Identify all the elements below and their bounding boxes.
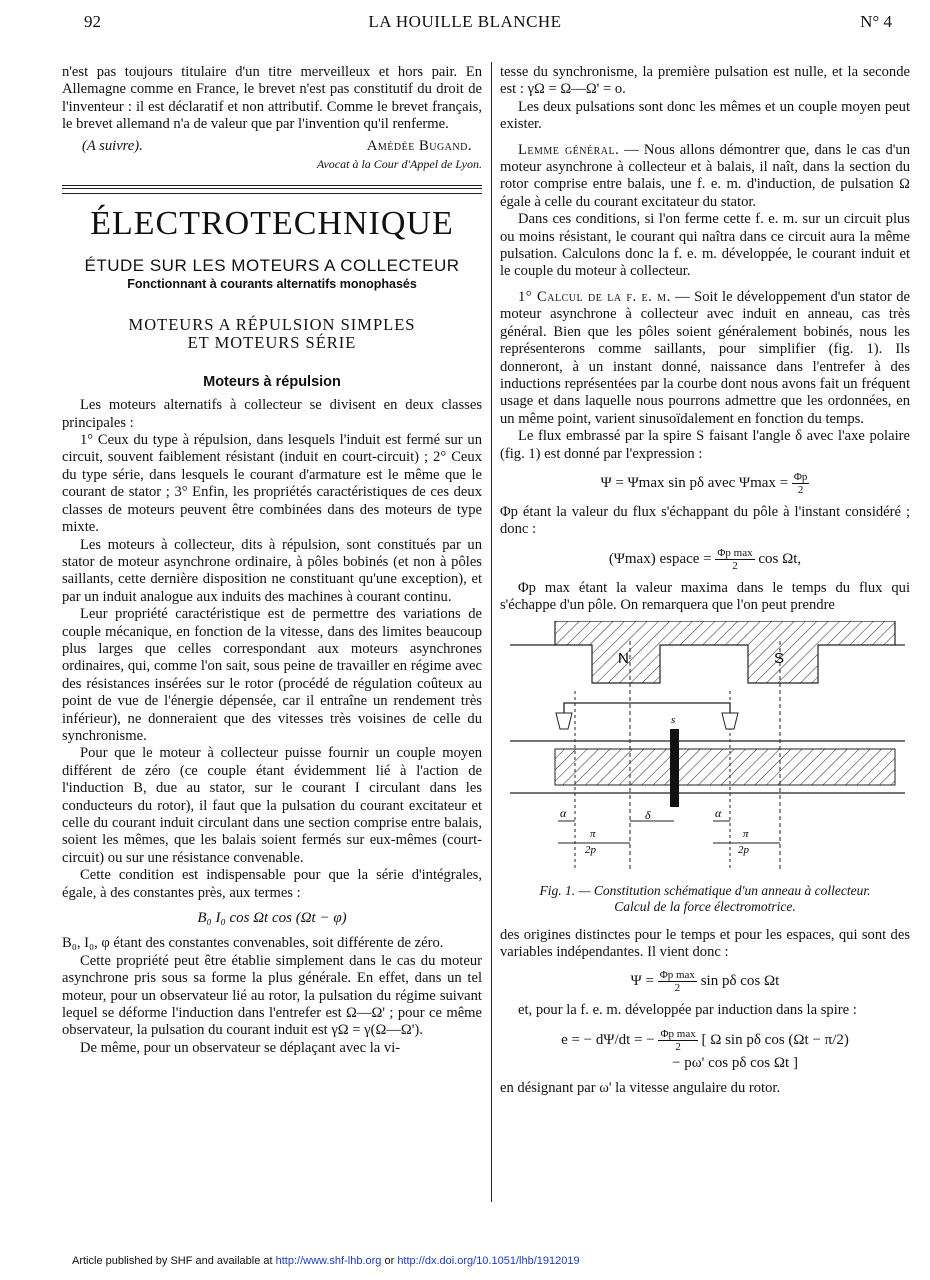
journal-title: LA HOUILLE BLANCHE	[368, 12, 562, 31]
equation-4: e = − dΨ/dt = − $\frac{\text{Φp max}}{2}$ [ Ω sin pδ cos (Ωt − π/2)	[561, 1027, 849, 1053]
author-name: Amédée Bugand.	[366, 137, 472, 154]
paragraph: Cette condition est indispensable pour que la série d'intégrales, égale, à des constantes près, aux termes :	[62, 867, 482, 901]
paragraph: Dans ces conditions, si l'on ferme cette f. e. m. sur un circuit plus ou moins résistant, le courant qui naîtra dans ce circuit aura la même pulsation. Calculons donc la f. e. m. développée, le courant induit et le couple du moteur à collecteur.	[500, 211, 910, 280]
paragraph: Φp max étant la valeur maxima dans le temps du flux qui s'échappe d'un pôle. On remarquera que l'on peut prendre	[500, 579, 910, 614]
pi-label-right-num: π	[743, 827, 749, 840]
pole-n-label: N	[618, 649, 629, 667]
spire-s	[670, 729, 679, 807]
spire-label: s	[671, 713, 676, 726]
lemma-label: Lemme général.	[518, 141, 620, 158]
fraction: $\frac{\Phi p}{2}$	[793, 470, 808, 496]
column-divider	[491, 62, 492, 1202]
paragraph: Les deux pulsations sont donc les mêmes et un couple moyen peut exister.	[500, 98, 910, 133]
footer-link-shf[interactable]: http://www.shf-lhb.org	[275, 1255, 382, 1267]
formula: B₀ I₀ cos Ωt cos (Ωt − φ)	[197, 910, 347, 927]
fraction: $\frac{\text{Φp max}}{2}$	[659, 969, 695, 995]
section-title: ÉLECTROTECHNIQUE	[90, 205, 454, 243]
paragraph	[500, 289, 910, 428]
pi-label-left-den: 2p	[585, 843, 596, 856]
stator-body	[555, 621, 895, 683]
paragraph: Pour que le moteur à collecteur puisse fournir un couple moyen différent de zéro (ce couple étant évidemment lié à l'action de l'induction B, due au stator, sur le courant I circulant dans les conducteurs du rotor), il faut que la pulsation du courant excitateur et celle du courant induit circulant dans une section comprise entre balais, soient les mêmes, que les balais soient fermés sur eux-mêmes (court-circuit) ou sur une résistance convenable.	[62, 745, 482, 866]
issue-number: N° 4	[860, 12, 892, 31]
paragraph: De même, pour un observateur se déplaçant avec la vi-	[80, 1039, 401, 1056]
pi-label-left-num: π	[590, 827, 596, 840]
brush-circuit	[564, 703, 730, 713]
equation-4-cont: − pω' cos pδ cos Ωt ]	[672, 1054, 798, 1071]
pi-label-right-den: 2p	[738, 843, 749, 856]
alpha-label-left: α	[560, 805, 567, 820]
paragraph: tesse du synchronisme, la première pulsation est nulle, et la seconde est : γΩ = Ω—Ω' = o.	[500, 64, 910, 98]
paragraph: Les moteurs à collecteur, dits à répulsion, sont constitués par un stator de moteur asynchrone ordinaire, à pôles bobinés (et non à pôles saillants, cette dernière disposition ne constituant qu'une exception), et par un induit analogue aux induits des machines à courant continu.	[62, 536, 482, 605]
calc-label: 1° Calcul de la f. e. m.	[518, 288, 671, 305]
rotor-ring	[555, 749, 895, 785]
paragraph: et, pour la f. e. m. développée par induction dans la spire :	[518, 1002, 857, 1019]
figure-collector-ring	[500, 621, 910, 879]
author-title: Avocat à la Cour d'Appel de Lyon.	[316, 157, 482, 172]
delta-label: δ	[645, 807, 651, 822]
equation-3: Ψ = $\frac{\text{Φp max}}{2}$ sin pδ cos Ωt	[630, 969, 780, 995]
paragraph: B₀, I₀, φ étant des constantes convenables, soit différente de zéro.	[62, 935, 444, 952]
paragraph	[500, 142, 910, 212]
figure-caption: Fig. 1. — Constitution schématique d'un anneau à collecteur. Calcul de la force électromotrice.	[539, 882, 871, 914]
fraction: $\frac{\text{Φp max}}{2}$	[660, 1027, 696, 1053]
footer-link-doi[interactable]: http://dx.doi.org/10.1051/lhb/1912019	[397, 1255, 580, 1267]
paragraph: Cette propriété peut être établie simplement dans le cas du moteur asynchrone pris sous sa forme la plus générale. En effet, dans un tel moteur, pour un observateur lié au rotor, la pulsation du régime suivant lequel se déforme l'induction dans l'entrefer est Ω—Ω' ; pour ce même observateur, la pulsation du courant induit est γΩ = γ(Ω—Ω').	[62, 952, 482, 1039]
fraction: $\frac{\text{Φp max}}{2}$	[717, 546, 753, 572]
lemma-text: — Nous allons démontrer que, dans le cas d'un moteur asynchrone à collecteur et à balais, il naît, dans la section du rotor comprise entre balais, une f. e. m. d'induction, de pulsation Ω égale à celle du courant excitateur du stator.	[500, 141, 910, 210]
subheading-line-1: MOTEURS A RÉPULSION SIMPLES	[128, 314, 416, 334]
equation-2: (Ψmax) espace = $\frac{\text{Φp max}}{2}$ cos Ωt,	[608, 546, 802, 572]
intro-paragraph: n'est pas toujours titulaire d'un titre merveilleux et hors pair. En Allemagne comme en France, le brevet n'est pas constitutif du droit de l'inventeur : il est déclaratif et non attributif. Comme le brevet français, le brevet allemand n'a de valeur que par l'invention qu'il renferme.	[62, 64, 482, 133]
paragraph: Les moteurs alternatifs à collecteur se divisent en deux classes principales :	[62, 397, 482, 431]
brush-right	[722, 713, 738, 729]
equation-1: Ψ = Ψmax sin pδ avec Ψmax = $\frac{\Phi p}{2}$	[600, 470, 808, 496]
article-title: ÉTUDE SUR LES MOTEURS A COLLECTEUR	[84, 256, 460, 276]
left-column	[62, 64, 482, 1057]
rule	[62, 193, 482, 194]
article-subtitle: Fonctionnant à courants alternatifs monophasés	[127, 277, 417, 292]
page-number: 92	[84, 12, 101, 31]
calc-text: — Soit le développement d'un stator de moteur asynchrone à collecteur avec induit en anneau, cas très général. Bien que les pôles soient généralement bobinés, nous les représenterons comme saillants, pour simplifier (fig. 1). Ils donneront, à un instant donné, naissance dans l'entrefer à des inductions représentées par la courbe dont nous avons fait un fréquent usage et dans laquelle nous pourrons admettre que les ordonnées, en un même point, varient sinusoïdalement en fonction du temps.	[500, 288, 910, 427]
page-header	[0, 8, 930, 36]
paragraph: en désignant par ω' la vitesse angulaire du rotor.	[500, 1080, 781, 1097]
paragraph: Leur propriété caractéristique est de permettre des variations de couple mécanique, en fonction de la vitesse, dans des limites beaucoup plus larges que celles correspondant aux moteurs asynchrones ordinaires, qui, comme l'on sait, sous peine de travailler en régime avec des résistances insérées sur le rotor (procédé de régulation coûteux au point de vue de l'énergie dépensée, car il entraîne un rendement très inférieur), ne donneraient que des vitesses très voisines de celle du synchronisme.	[62, 606, 482, 744]
paragraph: 1° Ceux du type à répulsion, dans lesquels l'induit est fermé sur un circuit, souvent faiblement résistant (induit en court-circuit) ; 2° Ceux du type série, dans lesquels le courant d'armature est le même que le courant de stator ; 3° Enfin, les propriétés caractéristiques de ces deux classes de moteurs peuvent être combinées dans des moteurs de type mixte.	[62, 432, 482, 536]
subsection-title: Moteurs à répulsion	[203, 373, 341, 390]
paragraph: des origines distinctes pour le temps et pour les espaces, qui sont des variables indépendantes. Il vient donc :	[500, 926, 910, 960]
to-be-continued: (A suivre).	[82, 137, 143, 154]
double-rule	[62, 185, 482, 189]
footer: Article published by SHF and available at http://www.shf-lhb.org or http://dx.doi.org/10.1051/lhb/1912019	[72, 1255, 580, 1267]
right-column	[500, 64, 910, 1098]
paragraph: Le flux embrassé par la spire S faisant l'angle δ avec l'axe polaire (fig. 1) est donné par l'expression :	[500, 428, 910, 462]
pole-s-label: S	[774, 649, 785, 667]
alpha-label-right: α	[715, 805, 722, 820]
subheading-line-2: ET MOTEURS SÉRIE	[187, 332, 357, 352]
signature	[62, 138, 482, 155]
paragraph: Φp étant la valeur du flux s'échappant du pôle à l'instant considéré ; donc :	[500, 503, 910, 538]
brush-left	[556, 713, 572, 729]
